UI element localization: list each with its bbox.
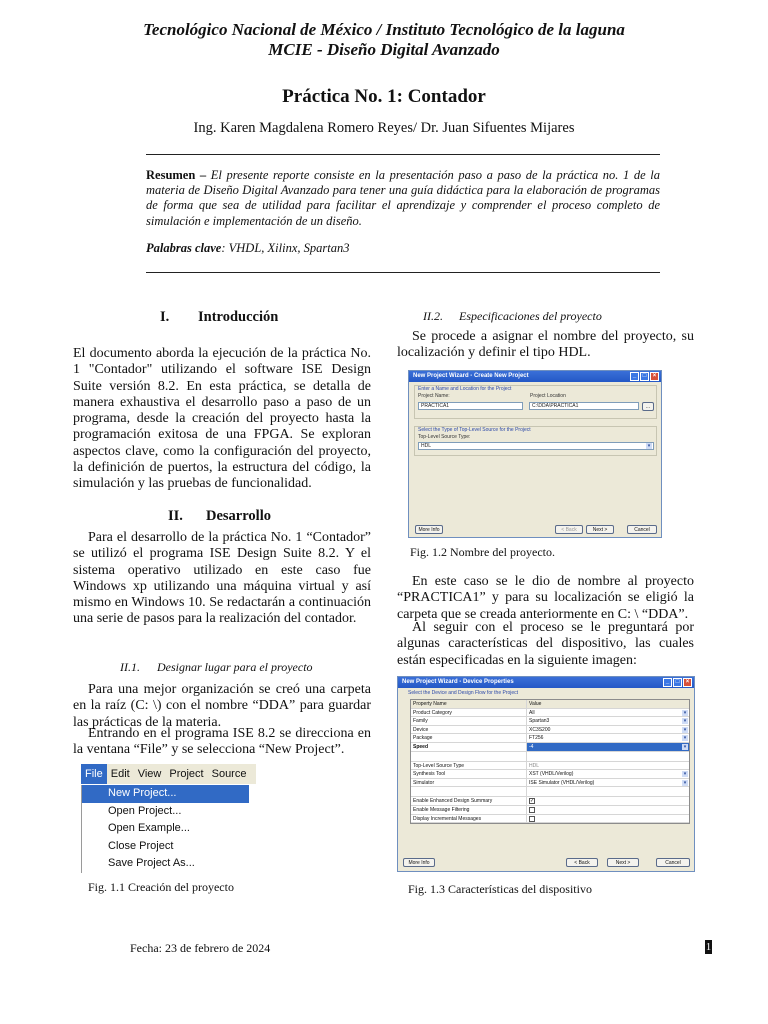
value-header: Value bbox=[529, 701, 542, 707]
wizard2-title: New Project Wizard - Device Properties bbox=[402, 679, 514, 685]
minimize-icon[interactable]: _ bbox=[663, 678, 672, 687]
menu-item-close-project[interactable]: Close Project bbox=[108, 839, 174, 852]
footer-date: Fecha: 23 de febrero de 2024 bbox=[130, 941, 271, 955]
checkbox-icon[interactable] bbox=[529, 807, 535, 813]
property-value-text: XST (VHDL/Verilog) bbox=[529, 771, 574, 778]
minimize-icon[interactable]: _ bbox=[630, 372, 639, 381]
wizard2-group-label: Select the Device and Design Flow for the Project bbox=[408, 690, 519, 696]
property-value-text: XC3S200 bbox=[529, 726, 551, 733]
sub2-number: II.2. bbox=[423, 309, 443, 323]
menu-item-save-project-as[interactable]: Save Project As... bbox=[108, 857, 195, 869]
wizard1-group2-label: Select the Type of Top-Level Source for the Project bbox=[418, 427, 531, 433]
figure-1-3-device-properties-screenshot bbox=[397, 676, 695, 872]
wizard1-titlebar bbox=[409, 371, 661, 382]
dev-number: II. bbox=[168, 508, 183, 524]
dev-heading: Desarrollo bbox=[206, 508, 271, 524]
sub1-paragraph-2: Entrando en el programa ISE 8.2 se direcciona en la ventana “File” y se selecciona “New Project”. bbox=[73, 726, 371, 758]
property-row-name: Speed bbox=[411, 743, 527, 751]
menu-item-open-project[interactable]: Open Project... bbox=[108, 804, 182, 817]
wizard1-title: New Project Wizard - Create New Project bbox=[413, 373, 529, 379]
property-row-value[interactable] bbox=[527, 734, 689, 742]
chevron-down-icon[interactable]: ▾ bbox=[683, 743, 687, 750]
sub1-number: II.1. bbox=[120, 660, 140, 674]
menu-project[interactable]: Project bbox=[169, 768, 204, 780]
property-value-text: FT256 bbox=[529, 735, 544, 742]
property-row-name: Product Category bbox=[411, 709, 527, 717]
property-value-text: Spartan3 bbox=[529, 718, 550, 725]
chevron-down-icon[interactable]: ▾ bbox=[683, 709, 687, 716]
chevron-down-icon[interactable]: ▾ bbox=[683, 718, 687, 725]
intro-heading: Introducción bbox=[198, 309, 279, 325]
figure-1-2-caption: Fig. 1.2 Nombre del proyecto. bbox=[410, 545, 555, 559]
dev-paragraph: Para el desarrollo de la práctica No. 1 “Contador” se utilizó el programa ISE Design Suite 8.2. Y el sistema operativo utilizado en este caso fue Windows xp utilizando una máquina virtual y así mismo en Windows 10. Se redactarán a continuación una serie de pasos para la realización del contador. bbox=[73, 530, 371, 627]
keywords-text: : VHDL, Xilinx, Spartan3 bbox=[221, 241, 350, 255]
property-value-text: -4 bbox=[529, 743, 534, 750]
keywords bbox=[146, 241, 660, 256]
course-header: MCIE - Diseño Digital Avanzado bbox=[268, 40, 500, 59]
checkbox-row-value[interactable] bbox=[527, 815, 689, 823]
project-location-input[interactable]: C:\DDA\PRACTICA1 bbox=[529, 402, 639, 410]
device-property-table bbox=[410, 699, 690, 824]
intro-number: I. bbox=[160, 309, 170, 325]
next-button[interactable]: Next > bbox=[607, 858, 639, 867]
keywords-label: Palabras clave bbox=[146, 241, 222, 255]
browse-button[interactable]: ... bbox=[642, 402, 654, 411]
checkbox-row-label: Display Incremental Messages bbox=[411, 815, 527, 823]
close-icon[interactable]: × bbox=[683, 678, 692, 687]
property-row-value[interactable] bbox=[527, 743, 689, 751]
sub2-paragraph-1: Se procede a asignar el nombre del proyecto, su localización y definir el tipo HDL. bbox=[397, 329, 694, 361]
property-name-header: Property Name bbox=[411, 700, 527, 708]
abstract-label: Resumen – bbox=[146, 168, 211, 182]
source-type-select[interactable] bbox=[418, 442, 654, 450]
property-row-name: Synthesis Tool bbox=[411, 770, 527, 778]
intro-paragraph: El documento aborda la ejecución de la práctica No. 1 "Contador" utilizando el software ISE Design Suite versión 8.2. En esta práctica, se detalla de manera exhaustiva el desarrollo paso a paso de un programa, desde la creación del proyecto hasta la programación exitosa de una FPGA. Se exploran aspectos clave, como la configuración del proyecto, la definición de puertos, la estructura del código, la simulación y las pruebas de funcionalidad. bbox=[73, 346, 371, 492]
property-row-name: Package bbox=[411, 734, 527, 742]
page-title: Práctica No. 1: Contador bbox=[282, 86, 486, 107]
page-number: 1 bbox=[705, 941, 712, 953]
property-row-value[interactable] bbox=[527, 726, 689, 734]
abstract-text: El presente reporte consiste en la presentación paso a paso de la práctica no. 1 de la materia de Diseño Digital Avanzado para tener una guía didáctica para la elaboración de programas de forma que sea de utilidad para facilitar el aprendizaje y comprender el proceso completo de simulación e implementación de un diseño. bbox=[146, 168, 660, 228]
wizard1-group1-label: Enter a Name and Location for the Project bbox=[418, 386, 512, 392]
more-info-button[interactable]: More Info bbox=[403, 858, 435, 867]
property-row-value[interactable] bbox=[527, 770, 689, 778]
chevron-down-icon[interactable]: ▾ bbox=[683, 735, 687, 742]
bottom-rule bbox=[146, 272, 660, 273]
checkbox-row-value[interactable] bbox=[527, 797, 689, 805]
property-row-name: Device bbox=[411, 726, 527, 734]
menu-item-new-project[interactable]: New Project... bbox=[82, 785, 249, 803]
source-type-value: HDL bbox=[421, 443, 432, 449]
figure-1-2-wizard-screenshot bbox=[408, 370, 662, 538]
checkbox-row-value[interactable] bbox=[527, 806, 689, 814]
property-row-value[interactable] bbox=[527, 717, 689, 725]
property-row-value[interactable] bbox=[527, 779, 689, 787]
checkbox-row-label: Enable Message Filtering bbox=[411, 806, 527, 814]
close-icon[interactable]: × bbox=[650, 372, 659, 381]
figure-1-1-caption: Fig. 1.1 Creación del proyecto bbox=[88, 880, 234, 894]
cancel-button[interactable]: Cancel bbox=[627, 525, 657, 534]
source-type-label: Top-Level Source Type: bbox=[418, 434, 471, 440]
next-button[interactable]: Next > bbox=[586, 525, 614, 534]
property-row-value[interactable] bbox=[527, 709, 689, 717]
checkbox-row-label: Enable Enhanced Design Summary bbox=[411, 797, 527, 805]
sub1-paragraph-1: Para una mejor organización se creó una carpeta en la raíz (C: \) con el nombre “DDA” para guardar las prácticas de la materia. bbox=[73, 682, 371, 730]
menu-file[interactable]: File bbox=[81, 764, 107, 784]
menu-source[interactable]: Source bbox=[211, 768, 247, 780]
back-button[interactable]: < Back bbox=[555, 525, 583, 534]
maximize-icon[interactable]: □ bbox=[673, 678, 682, 687]
authors: Ing. Karen Magdalena Romero Reyes/ Dr. Juan Sifuentes Mijares bbox=[193, 120, 575, 136]
property-value-text: All bbox=[529, 709, 535, 716]
chevron-down-icon[interactable]: ▾ bbox=[683, 726, 687, 733]
project-name-label: Project Name: bbox=[418, 393, 450, 399]
maximize-icon[interactable]: □ bbox=[640, 372, 649, 381]
top-rule bbox=[146, 154, 660, 155]
property-row-name: Family bbox=[411, 717, 527, 725]
figure-1-1-menu-screenshot bbox=[81, 764, 256, 873]
abstract bbox=[146, 168, 660, 229]
chevron-down-icon[interactable]: ▾ bbox=[683, 779, 687, 786]
more-info-button[interactable]: More Info bbox=[415, 525, 443, 534]
sub2-paragraph-2: En este caso se le dio de nombre al proyecto “PRACTICA1” y para su localización se eligió la carpeta que se creada anteriormente en C: \ “DDA”. bbox=[397, 574, 694, 622]
menu-edit[interactable]: Edit bbox=[110, 768, 130, 780]
property-row-value bbox=[527, 762, 689, 770]
wizard2-titlebar bbox=[398, 677, 694, 688]
menu-item-open-example[interactable]: Open Example... bbox=[108, 822, 190, 834]
project-location-label: Project Location bbox=[530, 393, 566, 399]
property-value-text: ISE Simulator (VHDL/Verilog) bbox=[529, 779, 595, 786]
project-name-input[interactable]: PRACTICA1 bbox=[418, 402, 523, 410]
property-row-name: Top-Level Source Type bbox=[411, 762, 527, 770]
sub2-heading: Especificaciones del proyecto bbox=[459, 309, 602, 323]
property-row-name: Simulator bbox=[411, 779, 527, 787]
chevron-down-icon[interactable]: ▾ bbox=[683, 771, 687, 778]
cancel-button[interactable]: Cancel bbox=[656, 858, 690, 867]
chevron-down-icon[interactable]: ▾ bbox=[647, 443, 651, 449]
back-button[interactable]: < Back bbox=[566, 858, 598, 867]
menu-view[interactable]: View bbox=[137, 768, 162, 780]
checkbox-checked-icon[interactable]: ✓ bbox=[530, 798, 535, 805]
institution-header: Tecnológico Nacional de México / Instituto Tecnológico de la laguna bbox=[143, 20, 625, 39]
menubar bbox=[81, 764, 256, 784]
property-value-text: HDL bbox=[529, 762, 540, 769]
figure-1-3-caption: Fig. 1.3 Características del dispositivo bbox=[408, 882, 592, 896]
sub2-paragraph-3: Al seguir con el proceso se le preguntará por algunas características del dispositivo, las cuales están especificadas en la siguiente imagen: bbox=[397, 620, 694, 668]
sub1-heading: Designar lugar para el proyecto bbox=[157, 660, 313, 674]
checkbox-icon[interactable] bbox=[529, 816, 535, 822]
